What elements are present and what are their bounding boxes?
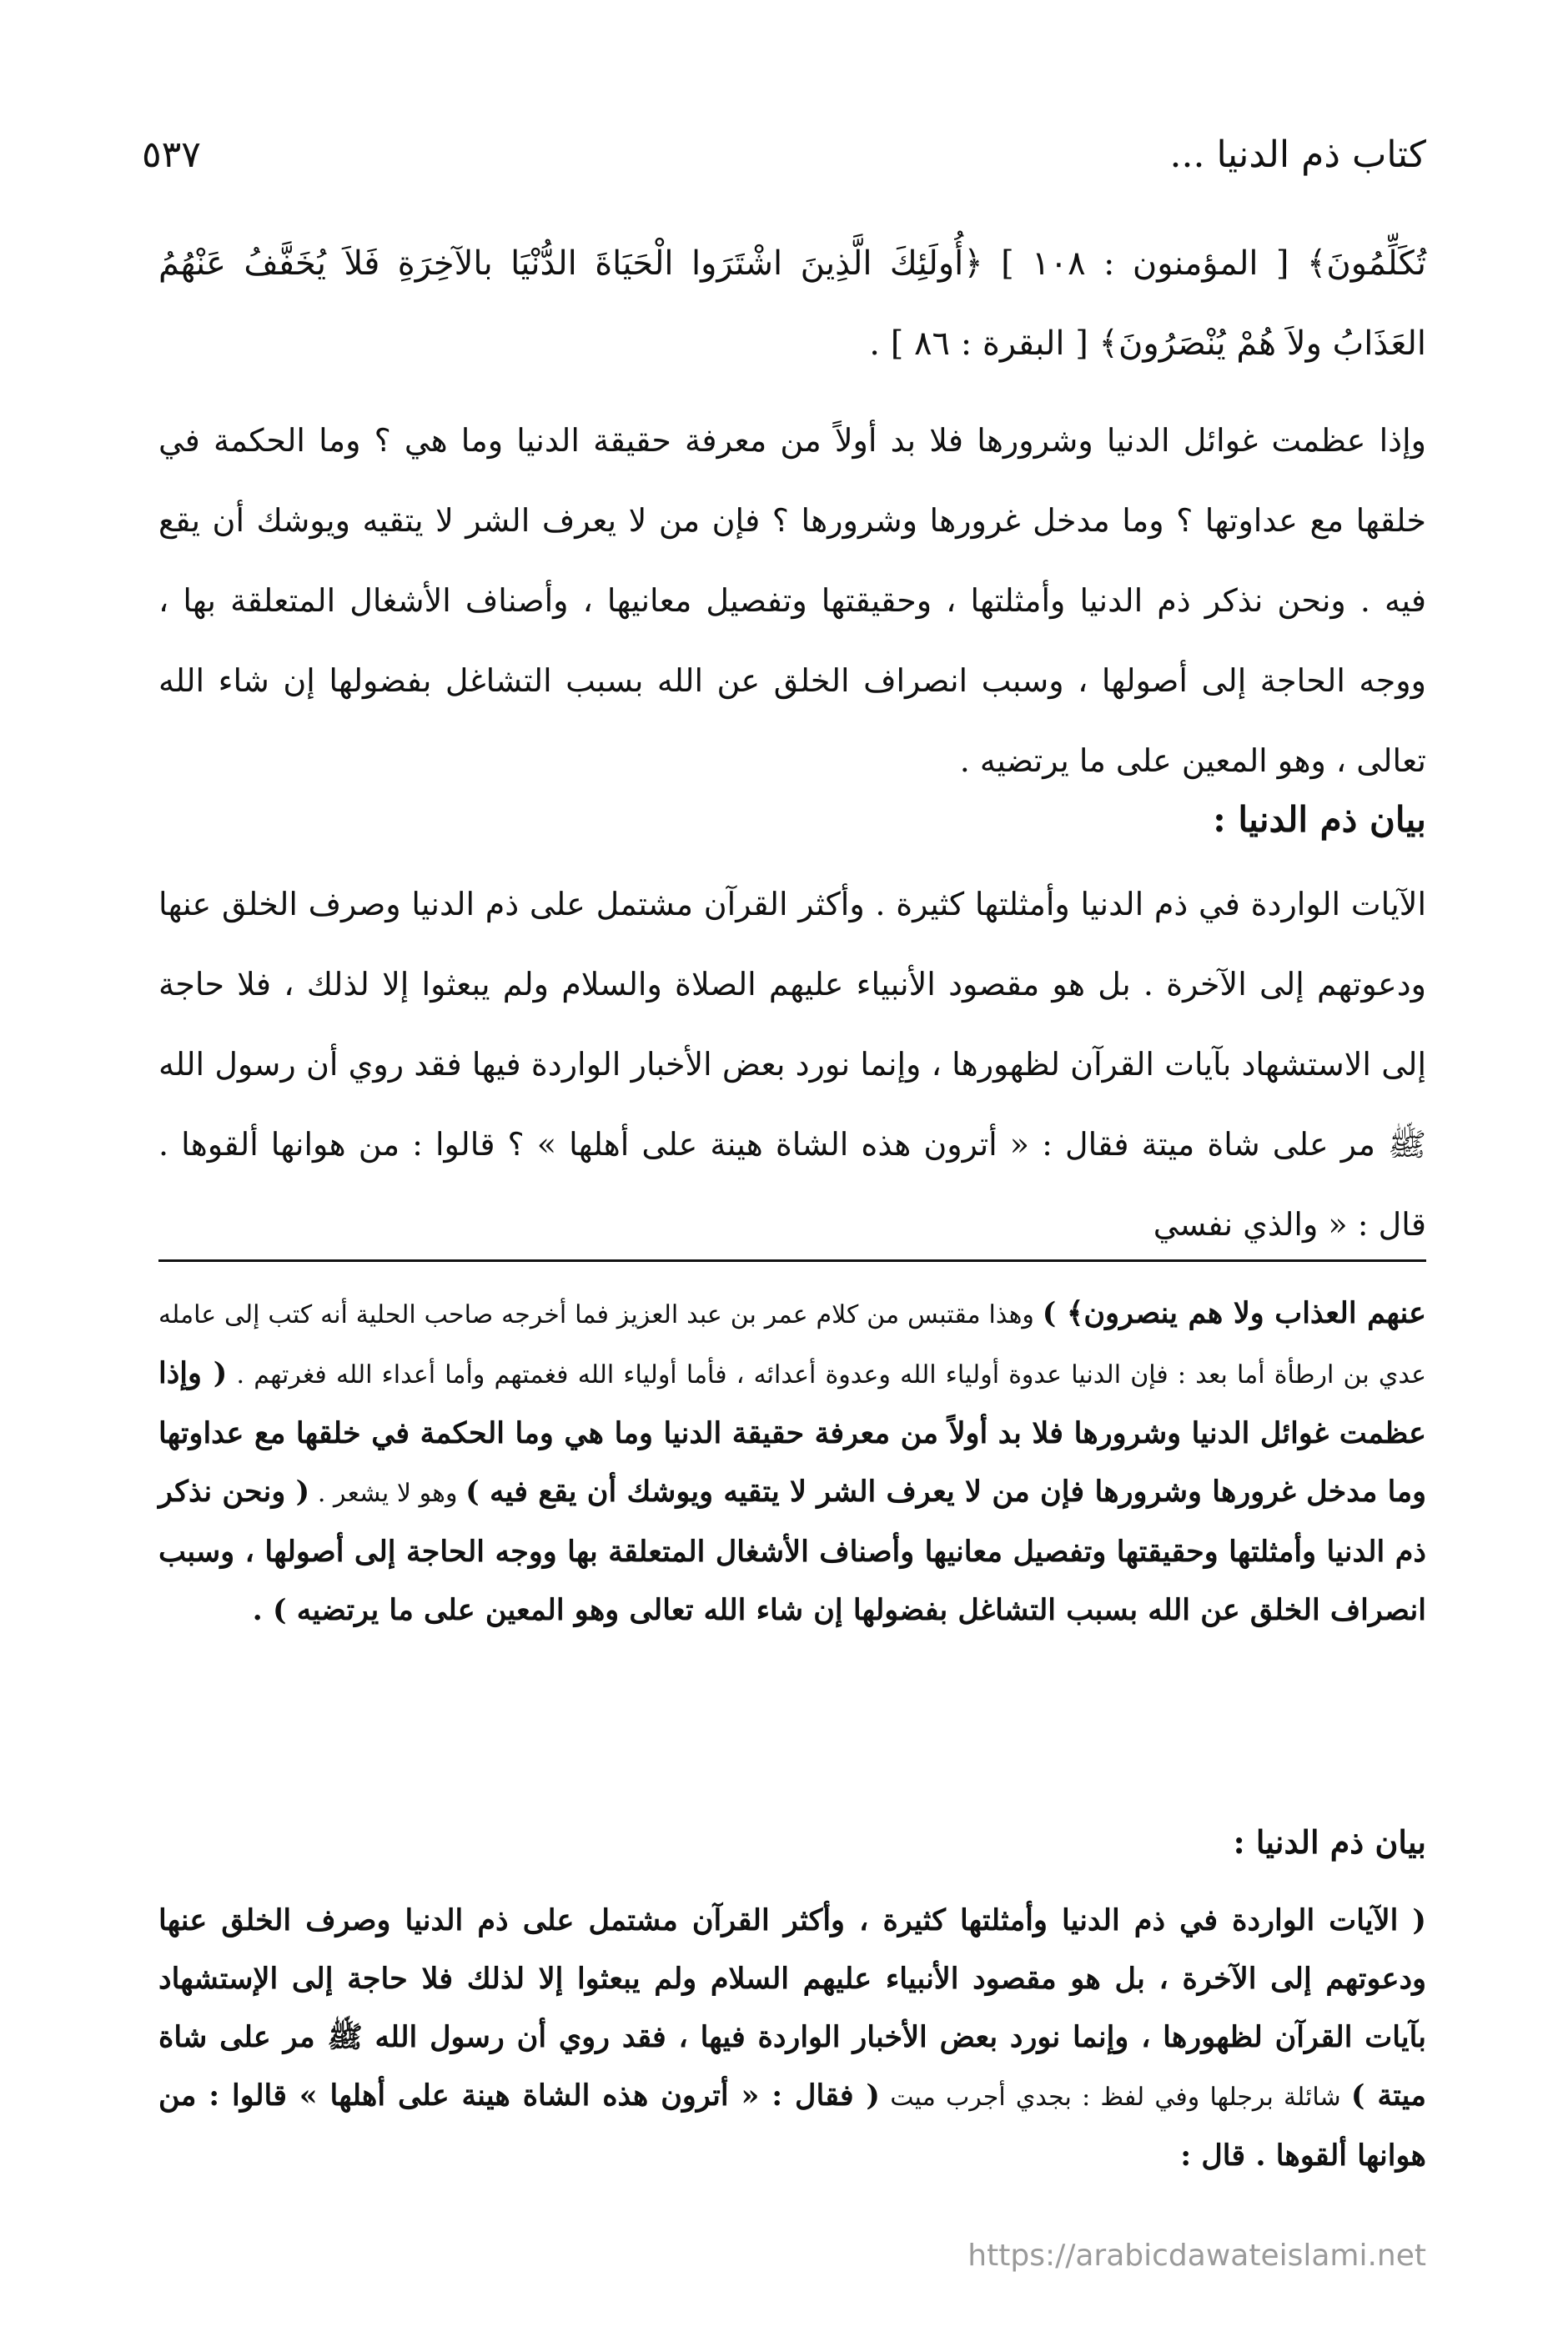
main-paragraph-2 [158,864,1426,1264]
commentary-2-normal-a: شائلة برجلها وفي لفظ : بجدي أجرب ميت [879,2083,1351,2112]
commentary-block-1-text [158,1284,1426,1640]
commentary-normal-a: وهذا مقتبس من كلام عمر بن عبد العزيز فما أخرجه صاحب الحلية أنه كتب إلى عامله عدي بن ارطأة أما بعد : فإن الدنيا عدوة أولياء الله وعدوة أعدائه ، فأما أولياء الله فغمتهم وأما أعداء الله فغرتهم . [158,1300,1426,1390]
commentary-block-2 [158,1892,1426,2185]
quran-quote-block [158,224,1426,384]
commentary-bold-c: ( ونحن نذكر ذم الدنيا وأمثلتها وحقيقتها وتفصيل معانيها وأصناف الأشغال المتعلقة بها ووجه الحاجة إلى أصولها ، وسبب انصراف الخلق عن الله بسبب التشاغل بفضولها إن شاء الله تعالى وهو المعين على ما يرتضيه ) . [158,1475,1426,1627]
watermark-url: https://arabicdawateislami.net [967,2239,1426,2273]
main-paragraph-2-text: الآيات الواردة في ذم الدنيا وأمثلتها كثيرة . وأكثر القرآن مشتمل على ذم الدنيا وصرف الخلق عنها ودعوتهم إلى الآخرة . بل هو مقصود الأنبياء عليهم الصلاة والسلام ولم يبعثوا إلا لذلك ، فلا حاجة إلى الاستشهاد بآيات القرآن لظهورها ، وإنما نورد بعض الأخبار الواردة فيها فقد روي أن رسول الله ﷺ مر على شاة ميتة فقال : « أترون هذه الشاة هينة على أهلها » ؟ قالوا : من هوانها ألقوها . قال : « والذي نفسي [158,886,1426,1243]
footnote-divider [158,1259,1426,1262]
commentary-block-1 [158,1284,1426,1640]
main-paragraph-1 [158,400,1426,801]
commentary-2-bold-a: ( الآيات الواردة في ذم الدنيا وأمثلتها كثيرة ، وأكثر القرآن مشتمل على ذم الدنيا وصرف الخلق عنها ودعوتهم إلى الآخرة ، بل هو مقصود الأنبياء عليهم السلام ولم يبعثوا إلا لذلك فلا حاجة إلى الإستشهاد بآيات القرآن لظهورها ، وإنما نورد بعض الأخبار الواردة فيها ، فقد روي أن رسول الله ﷺ مر على شاة ميتة ) [158,1903,1426,2113]
commentary-section-heading: بيان ذم الدنيا : [1233,1823,1426,1861]
page-number: ٥٣٧ [142,133,201,176]
chapter-title: كتاب ذم الدنيا ... [1169,133,1426,176]
quran-quote-text: تُكَلِّمُونَ﴾ [ المؤمنون : ١٠٨ ] ﴿أُولَئِكَ الَّذِينَ اشْتَرَوا الْحَيَاةَ الدُّنْيَا بالآخِرَةِ فَلاَ يُخَفَّفُ عَنْهُمُ العَذَابُ ولاَ هُمْ يُنْصَرُونَ﴾ [ البقرة : ٨٦ ] . [158,244,1426,363]
commentary-2-bold-b: ( فقال : « أترون هذه الشاة هينة على أهلها » قالوا : من هوانها ألقوها . قال : [158,2078,1426,2173]
running-header [142,125,1426,183]
main-paragraph-1-text: وإذا عظمت غوائل الدنيا وشرورها فلا بد أولاً من معرفة حقيقة الدنيا وما هي ؟ وما الحكمة في خلقها مع عداوتها ؟ وما مدخل غرورها وشرورها ؟ فإن من لا يعرف الشر لا يتقيه ويوشك أن يقع فيه . ونحن نذكر ذم الدنيا وأمثلتها ، وحقيقتها وتفصيل معانيها ، وأصناف الأشغال المتعلقة بها ، ووجه الحاجة إلى أصولها ، وسبب انصراف الخلق عن الله بسبب التشاغل بفضولها إن شاء الله تعالى ، وهو المعين على ما يرتضيه . [158,422,1426,779]
commentary-bold-a: عنهم العذاب ولا هم ينصرون﴾ ) [1042,1296,1426,1330]
commentary-block-2-text [158,1892,1426,2185]
main-section-heading: بيان ذم الدنيا : [1213,799,1426,840]
commentary-bold-b: ( وإذا عظمت غوائل الدنيا وشرورها فلا بد أولاً من معرفة حقيقة الدنيا وما هي وما الحكمة في خلقها مع عداوتها وما مدخل غرورها وشرورها فإن من لا يعرف الشر لا يتقيه ويوشك أن يقع فيه ) [158,1356,1426,1509]
commentary-normal-b: وهو لا يشعر . [309,1479,466,1508]
